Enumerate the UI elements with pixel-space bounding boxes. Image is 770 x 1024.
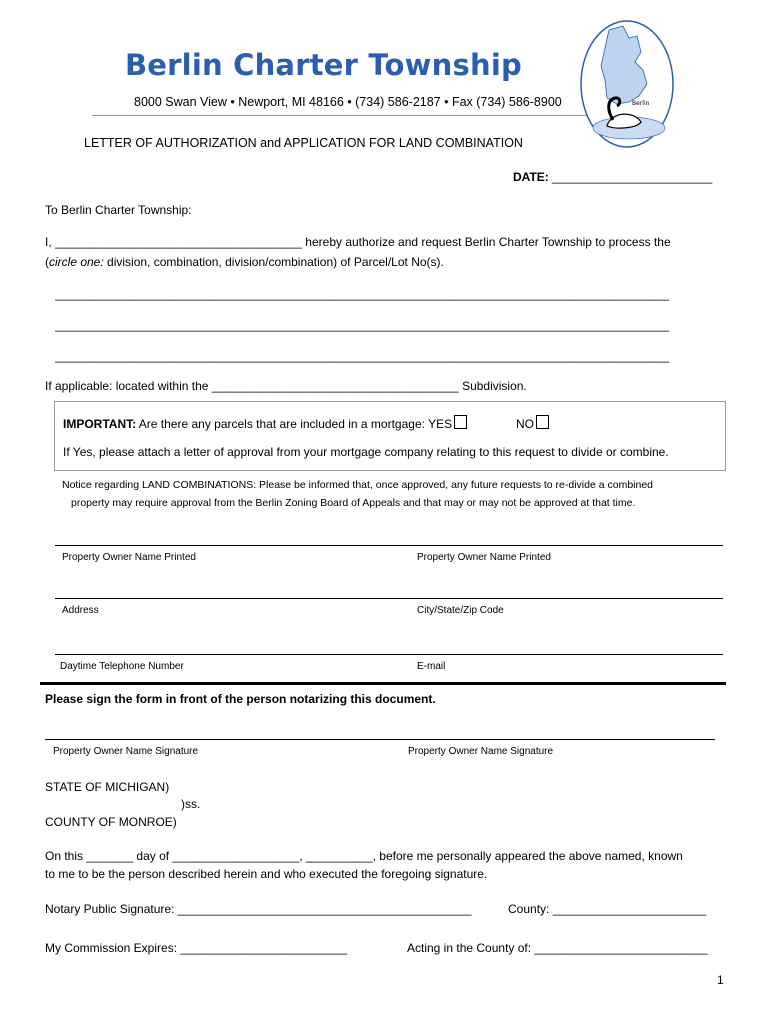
city-state-zip-label: City/State/Zip Code [417,605,504,616]
signature-label-2: Property Owner Name Signature [408,746,554,757]
form-title: LETTER OF AUTHORIZATION and APPLICATION FOR LAND COMBINATION [84,136,523,150]
owner-name-label-1: Property Owner Name Printed [62,552,196,563]
sign-instruction: Please sign the form in front of the person notarizing this document. [45,692,436,706]
parcel-field-2[interactable]: ____________________________________________________________________________________________ [55,318,669,332]
county-label: County: [508,902,550,916]
acting-county-label: Acting in the County of: [407,941,532,955]
auth-options: division, combination, division/combination) of Parcel/Lot No(s). [103,255,444,269]
township-title: Berlin Charter Township [125,48,522,82]
date-row [513,170,712,184]
mortgage-notice-box [54,401,726,471]
section-divider [40,682,726,685]
notary-signature-field[interactable]: ____________________________________________ [177,902,472,916]
important-label: IMPORTANT: [63,417,137,431]
address-field[interactable] [55,598,723,599]
county-field[interactable]: _______________________ [552,902,707,916]
header-rule [92,115,587,116]
seal-logo-text: Berlin [632,100,650,107]
auth-suffix: hereby authorize and request Berlin Charter Township to process the [305,235,671,249]
subdivision-prefix: If applicable: located within the [45,379,209,393]
subdivision-field[interactable]: _____________________________________ [211,379,459,393]
commission-row [45,941,347,955]
notary-signature-row [45,902,471,916]
county-monroe-label: COUNTY OF MONROE) [45,815,177,829]
parcel-field-1[interactable]: ____________________________________________________________________________________________ [55,287,669,301]
county-row [508,902,706,916]
no-option [516,415,549,431]
circle-one-label: circle one: [49,255,104,269]
phone-label: Daytime Telephone Number [60,661,184,672]
date-field[interactable]: ________________________ [552,170,713,184]
notary-signature-label: Notary Public Signature: [45,902,175,916]
subdivision-row [45,379,527,393]
mortgage-question-row [63,415,467,431]
auth-open-paren: ( [45,255,49,269]
mortgage-question: Are there any parcels that are included in a mortgage: YES [138,417,453,431]
ss-label: )ss. [181,797,201,811]
email-label: E-mail [417,661,446,672]
parcel-field-3[interactable]: ____________________________________________________________________________________________ [55,349,669,363]
notice-line-2: property may require approval from the Berlin Zoning Board of Appeals and that may or may not be approved at that time. [71,497,636,509]
acknowledgment-line-1: On this _______ day of ___________________, __________, before me personally appeared the above named, known [45,849,683,863]
acting-county-field[interactable]: __________________________ [534,941,708,955]
acting-county-row [407,941,708,955]
owner-name-field[interactable]: _____________________________________ [55,235,302,249]
no-label: NO [516,417,534,431]
subdivision-suffix: Subdivision. [462,379,527,393]
township-address: 8000 Swan View • Newport, MI 48166 • (734) 586-2187 • Fax (734) 586-8900 [134,95,562,109]
owner-name-printed-field[interactable] [55,545,723,546]
notice-line-1: Notice regarding LAND COMBINATIONS: Please be informed that, once approved, any future requests to re-divide a combined [62,479,654,491]
authorization-line-1 [45,235,671,249]
salutation: To Berlin Charter Township: [45,203,192,217]
date-label: DATE: [513,170,549,184]
address-label: Address [62,605,99,616]
page-number: 1 [717,973,724,987]
acknowledgment-line-2: to me to be the person described herein and who executed the foregoing signature. [45,867,488,881]
no-checkbox[interactable] [536,415,549,429]
signature-label-1: Property Owner Name Signature [53,746,199,757]
yes-checkbox[interactable] [454,415,467,429]
mortgage-note: If Yes, please attach a letter of approval from your mortgage company relating to this request to divide or combine. [63,445,669,459]
phone-email-field[interactable] [55,654,723,655]
signature-field[interactable] [45,739,715,740]
township-seal-logo [577,18,677,150]
authorization-line-2 [45,255,444,269]
state-label: STATE OF MICHIGAN) [45,780,170,794]
commission-label: My Commission Expires: [45,941,178,955]
auth-prefix: I, [45,235,52,249]
commission-field[interactable]: _________________________ [180,941,348,955]
owner-name-label-2: Property Owner Name Printed [417,552,551,563]
